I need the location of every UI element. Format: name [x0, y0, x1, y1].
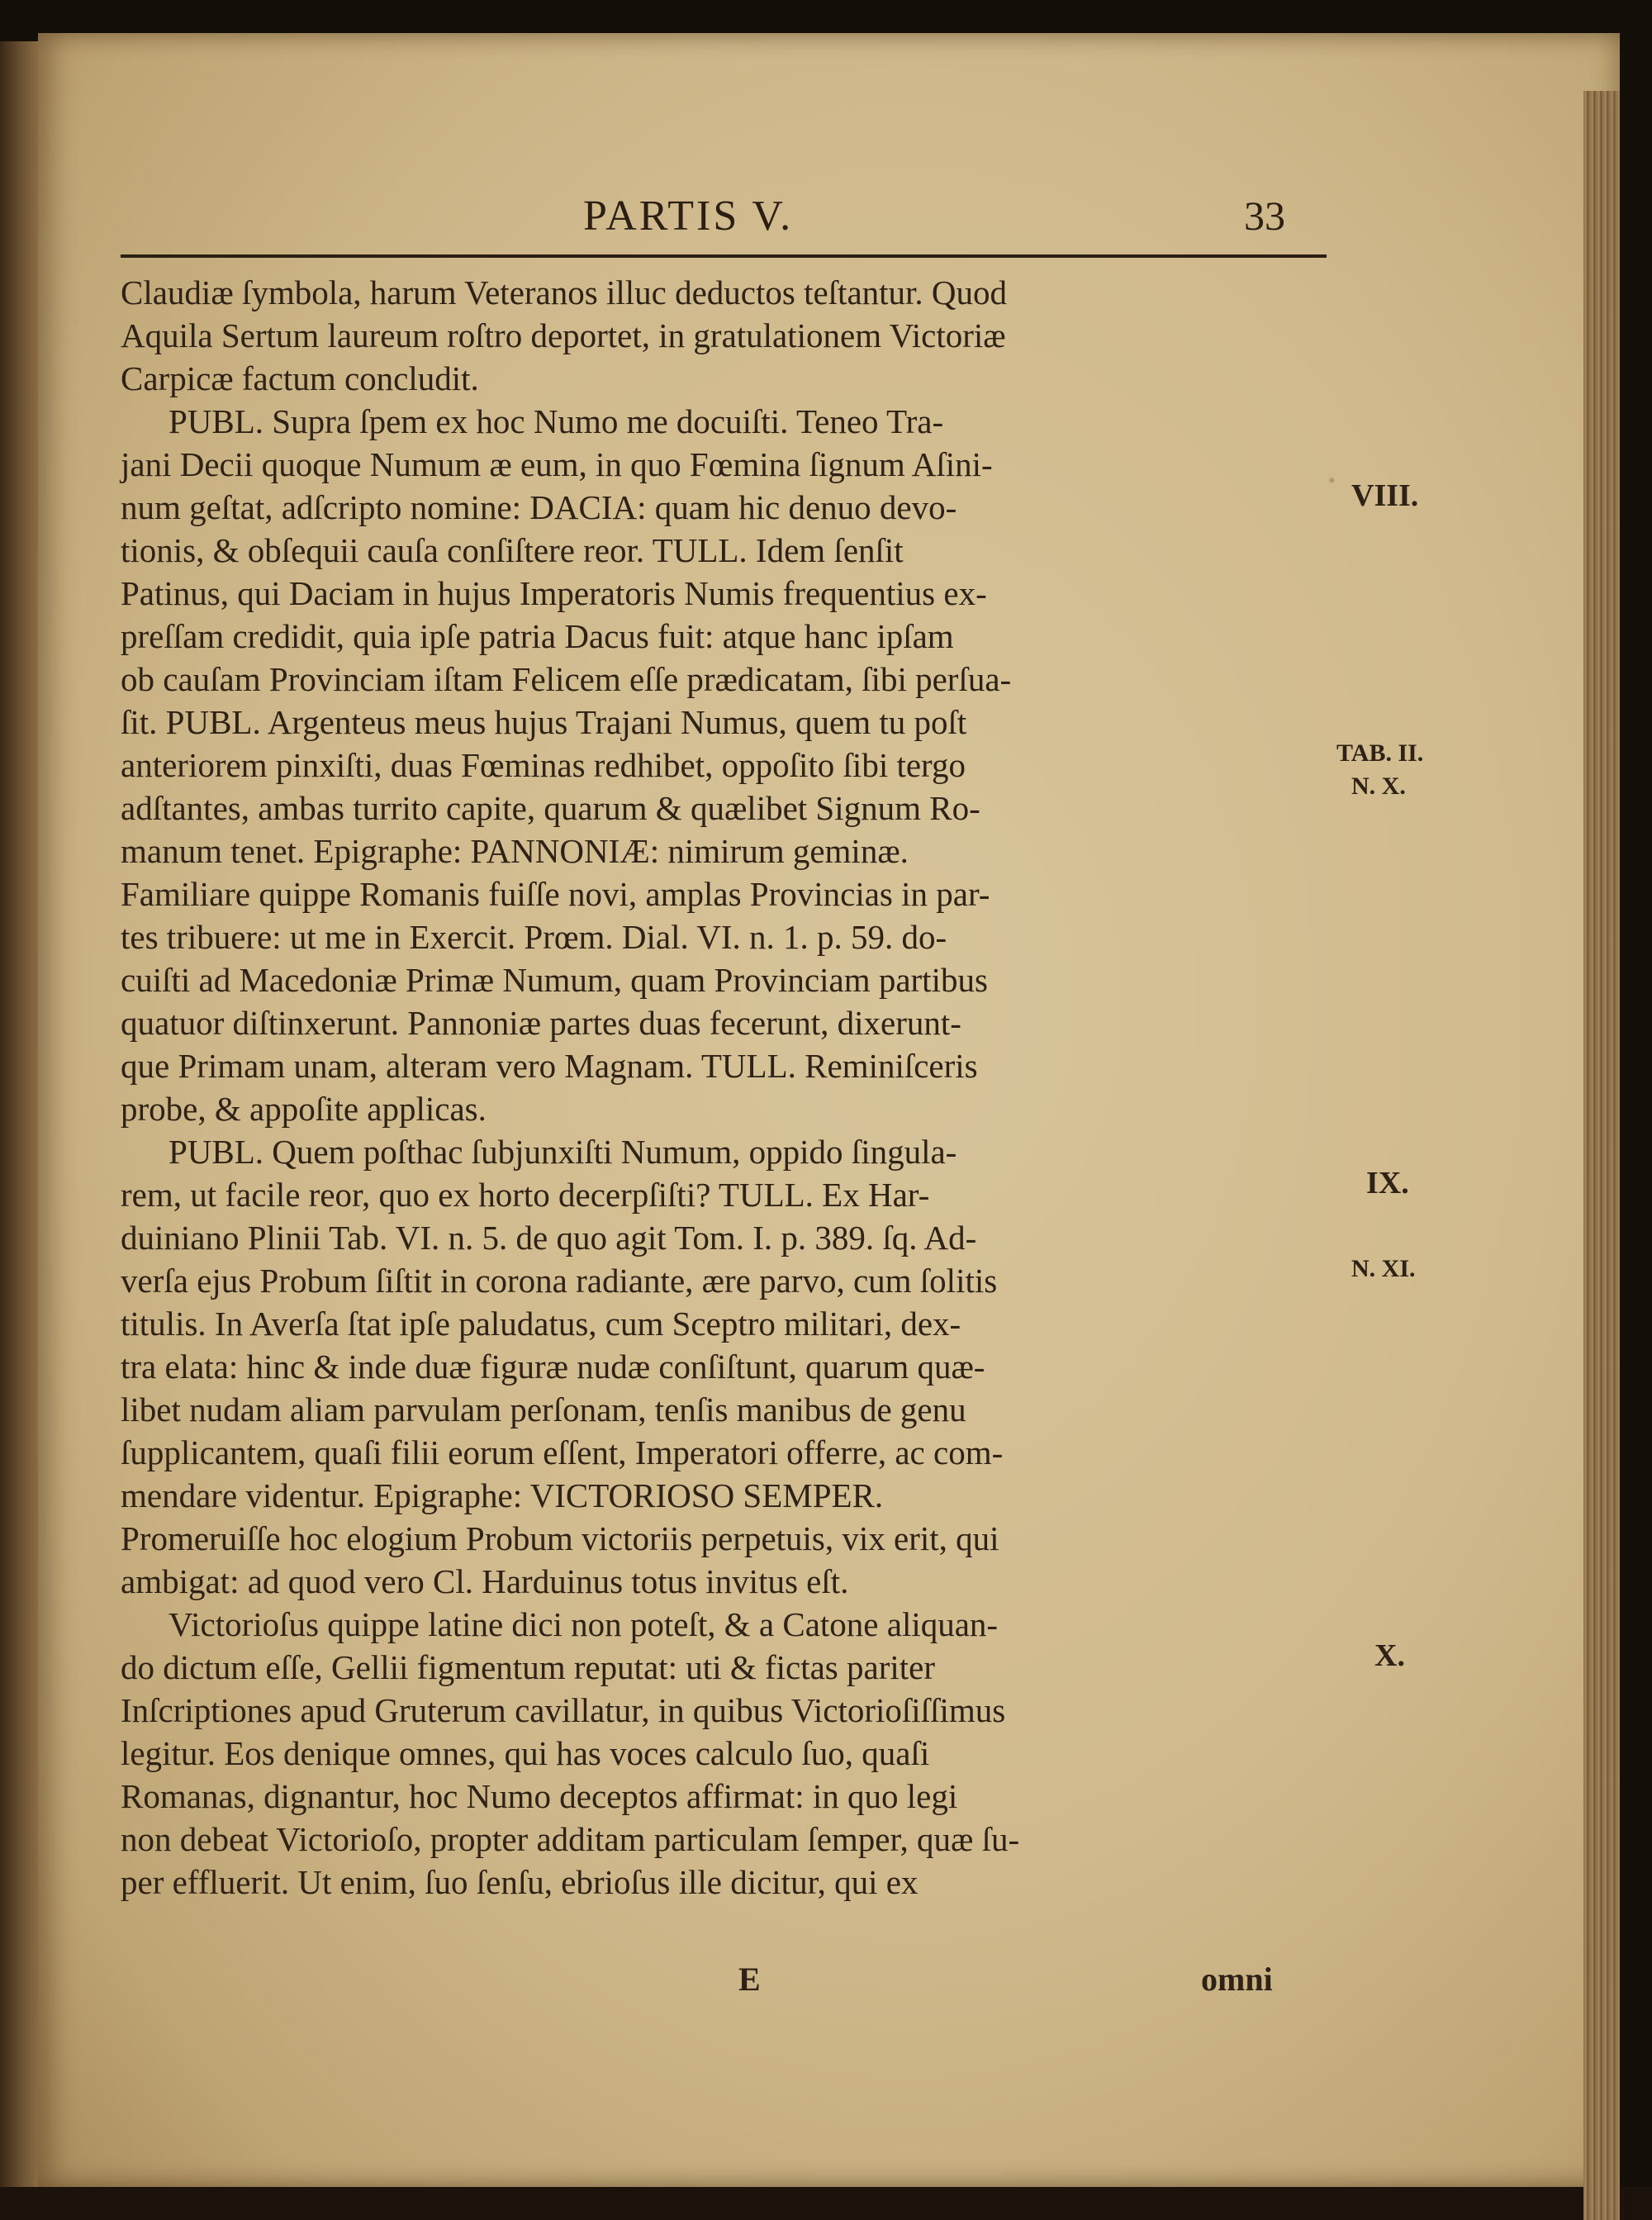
- margin-note-viii: VIII.: [1351, 478, 1419, 513]
- text-line: Inſcriptiones apud Gruterum cavillatur, in quibus Victorioſiſſimus: [121, 1691, 1006, 1729]
- margin-note-ix-number: N. XI.: [1351, 1255, 1416, 1282]
- running-head: PARTIS V.: [583, 193, 794, 240]
- page-edges: [1583, 91, 1620, 2220]
- text-line: verſa ejus Probum ſiſtit in corona radiante, ære parvo, cum ſolitis: [121, 1262, 998, 1300]
- text-line: non debeat Victorioſo, propter additam particulam ſemper, quæ ſu-: [121, 1820, 1020, 1858]
- text-line: duiniano Plinii Tab. VI. n. 5. de quo agit Tom. I. p. 389. ſq. Ad-: [121, 1219, 977, 1257]
- text-line: cuiſti ad Macedoniæ Primæ Numum, quam Provinciam partibus: [121, 961, 988, 999]
- text-line: num geſtat, adſcripto nomine: DACIA: quam hic denuo devo-: [121, 488, 957, 526]
- text-line: tionis, & obſequii cauſa conſiſtere reor. TULL. Idem ſenſit: [121, 531, 904, 569]
- text-line: per effluerit. Ut enim, ſuo ſenſu, ebrioſus ille dicitur, qui ex: [121, 1863, 919, 1901]
- text-line: mendare videntur. Epigraphe: VICTORIOSO SEMPER.: [121, 1476, 884, 1514]
- bleed-through-mark: ·: [1327, 463, 1337, 498]
- text-line: Claudiæ ſymbola, harum Veteranos illuc deductos teſtantur. Quod: [121, 273, 1008, 311]
- margin-note-ix: IX.: [1366, 1166, 1409, 1200]
- page: [38, 33, 1620, 2187]
- text-column: [121, 192, 1424, 1998]
- text-line: adſtantes, ambas turrito capite, quarum & quælibet Signum Ro-: [121, 789, 980, 827]
- text-line: tra elata: hinc & inde duæ figuræ nudæ conſiſtunt, quarum quæ-: [121, 1348, 985, 1386]
- text-line: do dictum eſſe, Gellii figmentum reputat: uti & fictas pariter: [121, 1648, 936, 1686]
- text-line: Carpicæ factum concludit.: [121, 359, 479, 397]
- text-line: Familiare quippe Romanis fuiſſe novi, amplas Provincias in par-: [121, 875, 990, 913]
- text-line: ambigat: ad quod vero Cl. Harduinus totus invitus eſt.: [121, 1562, 849, 1600]
- text-line: Aquila Sertum laureum roſtro deportet, in gratulationem Victoriæ: [121, 316, 1006, 354]
- text-line: Romanas, dignantur, hoc Numo deceptos affirmat: in quo legi: [121, 1777, 958, 1815]
- text-line: que Primam unam, alteram vero Magnam. TULL. Reminiſceris: [121, 1047, 978, 1085]
- catchword: omni: [1201, 1961, 1273, 1998]
- text-line: PUBL. Quem poſthac ſubjunxiſti Numum, oppido ſingula-: [169, 1133, 957, 1171]
- text-line: ſupplicantem, quaſi filii eorum eſſent, Imperatori offerre, ac com-: [121, 1433, 1004, 1471]
- text-line: Promeruiſſe hoc elogium Probum victoriis perpetuis, vix erit, qui: [121, 1519, 999, 1557]
- text-line: quatuor diſtinxerunt. Pannoniæ partes duas fecerunt, dixerunt-: [121, 1004, 961, 1042]
- text-line: probe, & appoſite applicas.: [121, 1090, 487, 1128]
- text-line: titulis. In Averſa ſtat ipſe paludatus, cum Sceptro militari, dex-: [121, 1305, 961, 1343]
- margin-note-tab-number: N. X.: [1351, 772, 1406, 800]
- text-line: Patinus, qui Daciam in hujus Imperatoris Numis frequentius ex-: [121, 574, 987, 612]
- signature-mark: E: [738, 1961, 761, 1998]
- text-line: ob cauſam Provinciam iſtam Felicem eſſe prædicatam, ſibi perſua-: [121, 660, 1012, 698]
- page-number: 33: [1244, 193, 1285, 239]
- header-rule: [121, 254, 1327, 258]
- text-line: libet nudam aliam parvulam perſonam, tenſis manibus de genu: [121, 1390, 966, 1429]
- margin-note-tab: TAB. II.: [1336, 739, 1424, 767]
- text-line: legitur. Eos denique omnes, qui has voces calculo ſuo, quaſi: [121, 1734, 930, 1772]
- page-header: [121, 192, 1327, 254]
- text-line: ſit. PUBL. Argenteus meus hujus Trajani Numus, quem tu poſt: [121, 703, 967, 741]
- margin-note-x: X.: [1374, 1638, 1405, 1673]
- text-line: rem, ut facile reor, quo ex horto decerpſiſti? TULL. Ex Har-: [121, 1176, 930, 1214]
- previous-page-edge: [0, 41, 38, 2187]
- text-line: manum tenet. Epigraphe: PANNONIÆ: nimirum geminæ.: [121, 832, 909, 870]
- text-line: preſſam credidit, quia ipſe patria Dacus fuit: atque hanc ipſam: [121, 617, 954, 655]
- text-line: Victorioſus quippe latine dici non poteſt, & a Catone aliquan-: [169, 1605, 999, 1643]
- text-line: jani Decii quoque Numum æ eum, in quo Fœmina ſignum Aſini-: [121, 445, 993, 483]
- text-line: tes tribuere: ut me in Exercit. Prœm. Dial. VI. n. 1. p. 59. do-: [121, 918, 947, 956]
- text-line: PUBL. Supra ſpem ex hoc Numo me docuiſti. Teneo Tra-: [169, 402, 944, 440]
- text-line: anteriorem pinxiſti, duas Fœminas redhibet, oppoſito ſibi tergo: [121, 746, 966, 784]
